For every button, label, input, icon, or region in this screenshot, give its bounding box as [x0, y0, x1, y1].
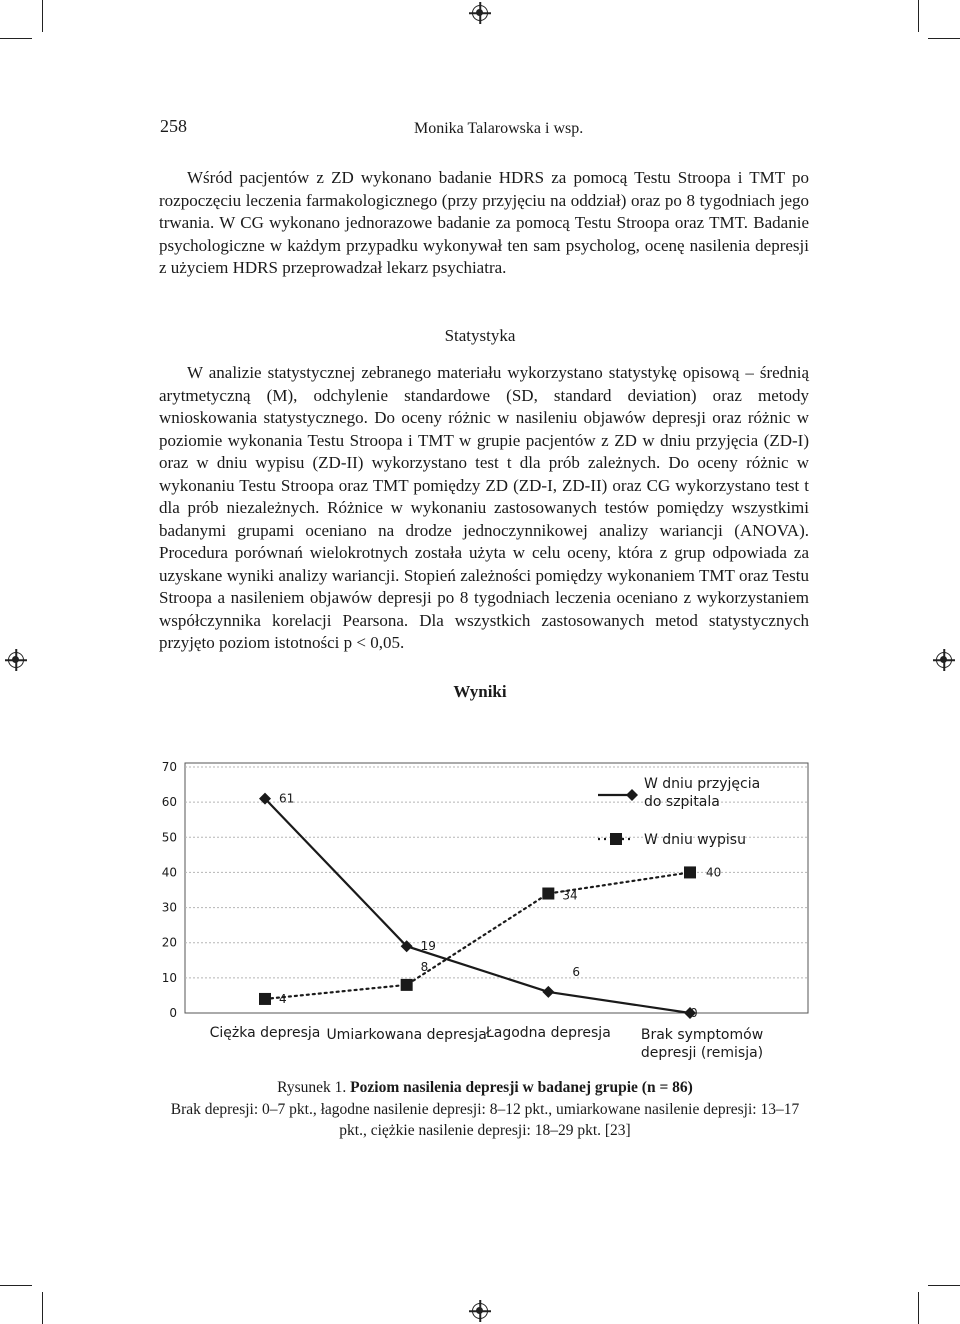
section-heading-statystyka: Statystyka — [444, 326, 516, 345]
figure-label: Rysunek 1. — [277, 1079, 347, 1096]
registration-mark-icon — [472, 1303, 488, 1319]
legend-label: W dniu wypisu — [644, 832, 746, 848]
page-number: 258 — [160, 116, 187, 136]
legend-label: do szpitala — [644, 794, 720, 810]
series-line — [265, 872, 690, 999]
data-label: 8 — [420, 959, 429, 974]
crop-mark — [918, 0, 919, 32]
legend-marker — [610, 833, 622, 845]
data-label: 19 — [420, 939, 436, 954]
registration-mark-icon — [936, 652, 952, 668]
crop-mark — [918, 1292, 919, 1324]
paragraph-methods: Wśród pacjentów z ZD wykonano badanie HDRS za pomocą Testu Stroopa i TMT po rozpoczęciu leczenia farmakologicznego (przy przyjęciu na oddział) oraz po 8 tygodniach jego trwania. W CG wykonano jednorazowe badanie za pomocą Testu Stroopa oraz TMT. Badanie psychologiczne w każdym przypadku wykonywał ten sam psycholog, ocenę nasilenia depresji z użyciem HDRS przeprowadzał lekarz psychiatra. — [159, 168, 809, 277]
data-point — [542, 986, 554, 998]
crop-mark — [0, 1285, 32, 1286]
crop-mark — [0, 38, 32, 39]
crop-mark — [928, 1285, 960, 1286]
data-label: 6 — [572, 964, 580, 979]
data-label: 0 — [690, 1006, 698, 1020]
figure-note: Brak depresji: 0–7 pkt., łagodne nasilenie depresji: 8–12 pkt., umiarkowane nasilenie depresji: 13–17 pkt., ciężkie nasilenie depresji: 18–29 pkt. [23] — [170, 1101, 800, 1139]
crop-mark — [42, 0, 43, 32]
category-label: Brak symptomów — [640, 1027, 764, 1043]
y-tick-label: 20 — [161, 935, 177, 950]
y-tick-label: 60 — [161, 795, 177, 810]
legend-label: W dniu przyjęcia — [644, 776, 761, 792]
crop-mark — [928, 38, 960, 39]
y-tick-label: 40 — [161, 865, 177, 880]
category-label: Łagodna depresja — [485, 1025, 611, 1041]
running-head: Monika Talarowska i wsp. — [414, 120, 584, 137]
category-label: Ciężka depresja — [209, 1025, 321, 1041]
registration-mark-icon — [8, 652, 24, 668]
data-label: 40 — [706, 865, 722, 880]
category-label: depresji (remisja) — [640, 1045, 764, 1061]
data-label: 61 — [279, 791, 295, 806]
y-tick-label: 70 — [161, 760, 177, 774]
data-point — [684, 866, 696, 878]
data-point — [542, 888, 554, 900]
legend-marker — [626, 789, 638, 801]
y-tick-label: 10 — [161, 970, 177, 985]
y-tick-label: 50 — [161, 830, 177, 845]
y-tick-label: 30 — [161, 900, 177, 915]
figure-title: Poziom nasilenia depresji w badanej grupie (n = 86) — [350, 1079, 693, 1096]
figure-caption — [160, 1077, 810, 1098]
chart-canvas — [150, 755, 820, 1065]
paragraph-statistics: W analizie statystycznej zebranego materiału wykorzystano statystykę opisową – średnią arytmetyczną (M), odchylenie standardowe (SD, standard deviation) oraz metody wnioskowania statystycznego. Do oceny różnic w nasileniu objawów depresji oraz różnic w poziomie wykonania Testu Stroopa i TMT w grupie pacjentów z ZD w dniu przyjęcia (ZD-I) oraz w dniu wypisu (ZD-II) wykorzystano test t dla prób zależnych. Do oceny różnic w wykonaniu Testu Stroopa oraz TMT pomiędzy ZD (ZD-I, ZD-II) oraz CG wykorzystano test t dla prób niezależnych. Różnice w wykonaniu zastosowanych testów pomiędzy wszystkimi badanymi grupami oceniano na drodze jednoczynnikowej analizy wariancji (ANOVA). Procedura porównań wielokrotnych została użyta w celu oceny, która z grup odpowiada za uzyskane wyniki analizy wariancji. Stopień zależności pomiędzy wykonaniem TMT oraz Testu Stroopa a nasileniem objawów depresji po 8 tygodniach leczenia oceniano z wykorzystaniem współczynnika korelacji Pearsona. Dla wszystkich zastosowanych metod statystycznych przyjęto poziom istotności p < 0,05. — [159, 363, 809, 652]
series-line — [265, 799, 690, 1013]
data-point — [401, 979, 413, 991]
y-tick-label: 0 — [169, 1006, 177, 1020]
category-label: Umiarkowana depresja — [326, 1027, 487, 1043]
data-label: 34 — [562, 888, 578, 903]
data-label: 4 — [279, 991, 287, 1006]
crop-mark — [42, 1292, 43, 1324]
data-point — [259, 993, 271, 1005]
depression-level-chart — [150, 755, 820, 1065]
registration-mark-icon — [472, 5, 488, 21]
section-heading-wyniki: Wyniki — [453, 682, 507, 701]
